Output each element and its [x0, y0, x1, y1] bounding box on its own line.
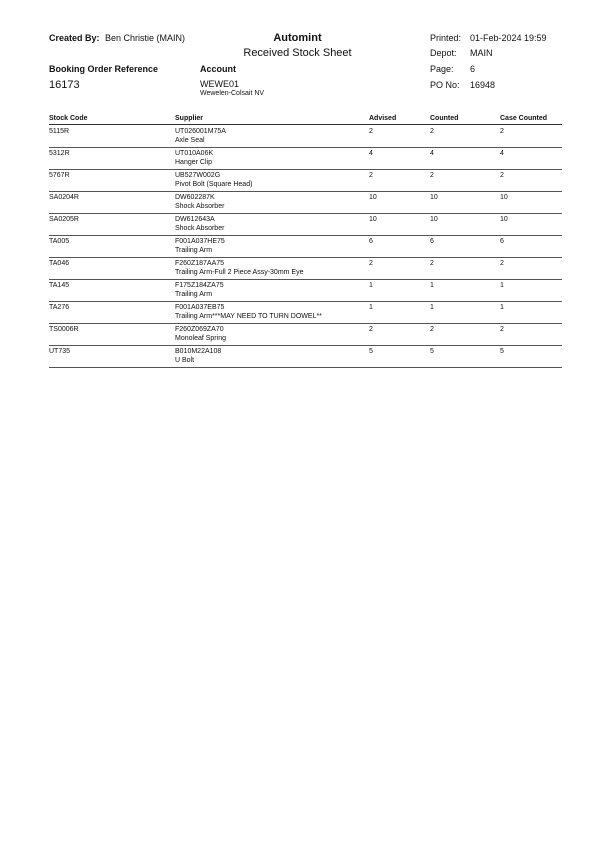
description-cell: Trailing Arm***MAY NEED TO TURN DOWEL**	[175, 313, 322, 320]
header-rule	[49, 124, 562, 125]
advised-cell: 1	[369, 282, 373, 289]
case-counted-cell: 2	[500, 326, 504, 333]
company-name: Automint	[273, 32, 322, 44]
case-counted-cell: 2	[500, 260, 504, 267]
col-case-counted: Case Counted	[500, 115, 548, 122]
table-row	[0, 127, 595, 149]
advised-cell: 5	[369, 348, 373, 355]
description-cell: Monoleaf Spring	[175, 335, 226, 342]
stock-code-cell: TA276	[49, 304, 70, 311]
advised-cell: 4	[369, 150, 373, 157]
case-counted-cell: 6	[500, 238, 504, 245]
advised-cell: 6	[369, 238, 373, 245]
counted-cell: 2	[430, 260, 434, 267]
col-counted: Counted	[430, 115, 459, 122]
description-cell: Trailing Arm	[175, 291, 213, 298]
table-row	[0, 325, 595, 347]
depot-value: MAIN	[470, 48, 493, 58]
printed-value: 01-Feb-2024 19:59	[470, 33, 547, 43]
stock-code-cell: 5767R	[49, 172, 70, 179]
row-divider	[49, 345, 562, 346]
advised-cell: 1	[369, 304, 373, 311]
case-counted-cell: 2	[500, 172, 504, 179]
stock-code-cell: UT735	[49, 348, 71, 355]
counted-cell: 2	[430, 128, 434, 135]
page-title: Received Stock Sheet	[243, 47, 352, 59]
supplier-code-cell: F260Z187AA75	[175, 260, 225, 267]
supplier-code-cell: UB527W002G	[175, 172, 221, 179]
row-divider	[49, 213, 562, 214]
counted-cell: 2	[430, 326, 434, 333]
table-row	[0, 281, 595, 303]
stock-code-cell: SA0204R	[49, 194, 79, 201]
supplier-code-cell: F260Z069ZA70	[175, 326, 224, 333]
table-row	[0, 149, 595, 171]
advised-cell: 2	[369, 128, 373, 135]
advised-cell: 10	[369, 216, 377, 223]
supplier-code-cell: F001A037HE75	[175, 238, 225, 245]
stock-code-cell: 5115R	[49, 128, 70, 135]
table-row	[0, 215, 595, 237]
row-divider	[49, 169, 562, 170]
supplier-code-cell: B010M22A108	[175, 348, 222, 355]
stock-code-cell: TA145	[49, 282, 70, 289]
case-counted-cell: 5	[500, 348, 504, 355]
counted-cell: 6	[430, 238, 434, 245]
stock-code-cell: TS0006R	[49, 326, 79, 333]
po-value: 16948	[470, 80, 496, 90]
counted-cell: 1	[430, 304, 434, 311]
case-counted-cell: 1	[500, 282, 504, 289]
account-name: Wewelen-Colsait NV	[200, 90, 265, 97]
depot-label: Depot:	[430, 48, 457, 58]
account-label: Account	[200, 64, 236, 74]
supplier-code-cell: F175Z184ZA75	[175, 282, 224, 289]
supplier-code-cell: F001A037EB75	[175, 304, 225, 311]
case-counted-cell: 2	[500, 128, 504, 135]
po-label: PO No:	[430, 80, 460, 90]
description-cell: Shock Absorber	[175, 225, 225, 232]
advised-cell: 2	[369, 326, 373, 333]
table-row	[0, 171, 595, 193]
description-cell: Pivot Bolt (Square Head)	[175, 181, 253, 188]
counted-cell: 2	[430, 172, 434, 179]
table-row	[0, 259, 595, 281]
advised-cell: 2	[369, 172, 373, 179]
account-code: WEWE01	[200, 79, 240, 89]
advised-cell: 2	[369, 260, 373, 267]
created-by	[49, 33, 185, 43]
case-counted-cell: 10	[500, 194, 508, 201]
created-by-label: Created By:	[49, 33, 100, 43]
counted-cell: 10	[430, 194, 438, 201]
counted-cell: 1	[430, 282, 434, 289]
row-divider	[49, 279, 562, 280]
stock-code-cell: 5312R	[49, 150, 70, 157]
row-divider	[49, 257, 562, 258]
table-row	[0, 303, 595, 325]
supplier-code-cell: DW602287K	[175, 194, 215, 201]
counted-cell: 4	[430, 150, 434, 157]
description-cell: U Bolt	[175, 357, 195, 364]
description-cell: Axle Seal	[175, 137, 205, 144]
col-supplier: Supplier	[175, 115, 204, 122]
row-divider	[49, 367, 562, 368]
booking-value: 16173	[49, 79, 80, 91]
supplier-code-cell: UT010A06K	[175, 150, 214, 157]
stock-code-cell: TA046	[49, 260, 70, 267]
row-divider	[49, 301, 562, 302]
counted-cell: 10	[430, 216, 438, 223]
description-cell: Hanger Clip	[175, 159, 212, 166]
created-by-value: Ben Christie (MAIN)	[105, 33, 186, 43]
supplier-code-cell: UT026001M75A	[175, 128, 226, 135]
page-value: 6	[470, 64, 476, 74]
supplier-code-cell: DW612643A	[175, 216, 215, 223]
row-divider	[49, 235, 562, 236]
col-stock-code: Stock Code	[49, 115, 88, 122]
counted-cell: 5	[430, 348, 434, 355]
table-row	[0, 237, 595, 259]
table-row	[0, 193, 595, 215]
printed-label: Printed:	[430, 33, 462, 43]
advised-cell: 10	[369, 194, 377, 201]
row-divider	[49, 323, 562, 324]
row-divider	[49, 147, 562, 148]
stock-code-cell: SA0205R	[49, 216, 79, 223]
row-divider	[49, 191, 562, 192]
case-counted-cell: 1	[500, 304, 504, 311]
col-advised: Advised	[369, 115, 397, 122]
stock-code-cell: TA005	[49, 238, 70, 245]
case-counted-cell: 10	[500, 216, 508, 223]
description-cell: Trailing Arm-Full 2 Piece Assy-30mm Eye	[175, 269, 304, 276]
case-counted-cell: 4	[500, 150, 504, 157]
description-cell: Trailing Arm	[175, 247, 213, 254]
booking-label: Booking Order Reference	[49, 64, 159, 74]
description-cell: Shock Absorber	[175, 203, 225, 210]
table-row	[0, 347, 595, 369]
page-label: Page:	[430, 64, 454, 74]
